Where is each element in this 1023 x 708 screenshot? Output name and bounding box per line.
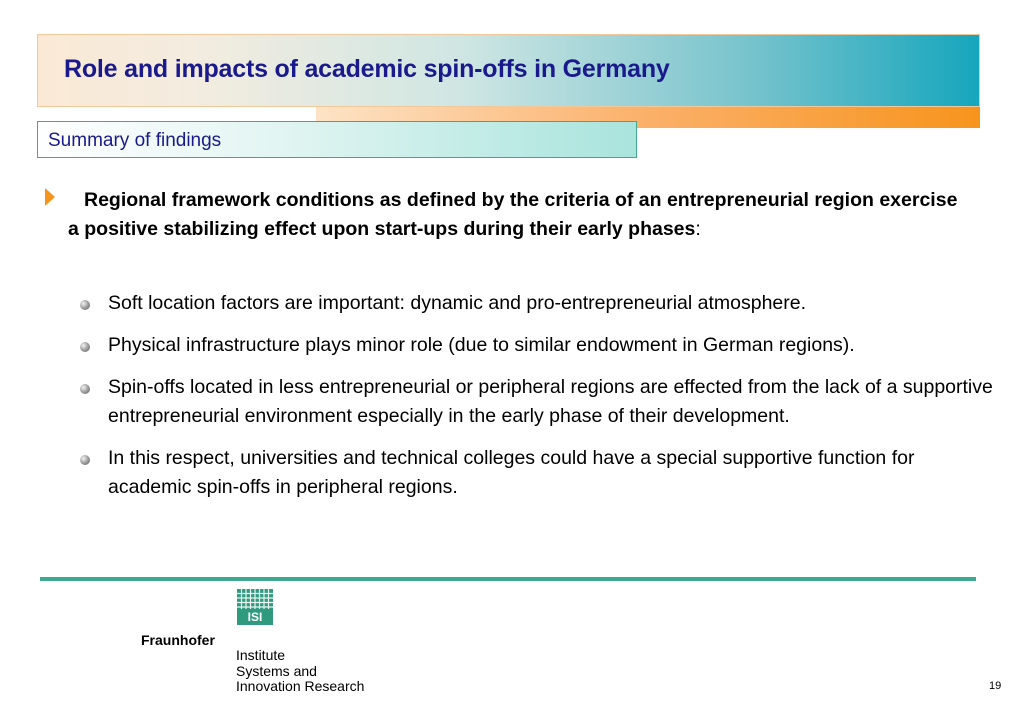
list-item-text: Spin-offs located in less entrepreneurial or peripheral regions are effected from the lack of a supportive entrepreneurial environment especially in the early phase of their development.	[108, 376, 993, 427]
list-item-text: Soft location factors are important: dynamic and pro-entrepreneurial atmosphere.	[108, 292, 807, 314]
institute-line: Systems and	[236, 662, 317, 679]
main-point-text: Regional framework conditions as defined by the criteria of an entrepreneurial region exercise a positive stabilizing effect upon start-ups during their early phases	[68, 189, 958, 240]
institute-name	[236, 648, 364, 695]
logo-text: ISI	[247, 610, 263, 624]
slide-subtitle: Summary of findings	[48, 130, 222, 151]
title-bar	[37, 34, 980, 107]
main-point-colon: :	[695, 218, 701, 240]
slide-title: Role and impacts of academic spin-offs in Germany	[64, 55, 670, 83]
findings-list	[80, 289, 1000, 515]
bullet-dot-icon	[80, 455, 90, 465]
institute-line: Institute	[236, 647, 286, 663]
list-item-text: In this respect, universities and technical colleges could have a special supportive function for academic spin-offs in peripheral regions.	[108, 447, 915, 498]
bullet-dot-icon	[80, 384, 90, 394]
list-item	[80, 444, 1000, 502]
institute-line: Innovation Research	[236, 678, 365, 694]
bullet-dot-icon	[80, 300, 90, 310]
subtitle-box	[37, 121, 637, 158]
list-item	[80, 289, 1000, 318]
page-number: 19	[989, 680, 1002, 692]
brand-name: Fraunhofer	[141, 632, 215, 648]
footer-divider	[40, 577, 976, 581]
list-item	[80, 373, 1000, 431]
list-item-text: Physical infrastructure plays minor role (due to similar endowment in German regions).	[108, 334, 855, 356]
fraunhofer-isi-logo-icon	[237, 589, 273, 625]
list-item	[80, 331, 1000, 360]
main-point	[68, 186, 968, 244]
arrow-bullet-icon	[45, 188, 55, 206]
bullet-dot-icon	[80, 342, 90, 352]
